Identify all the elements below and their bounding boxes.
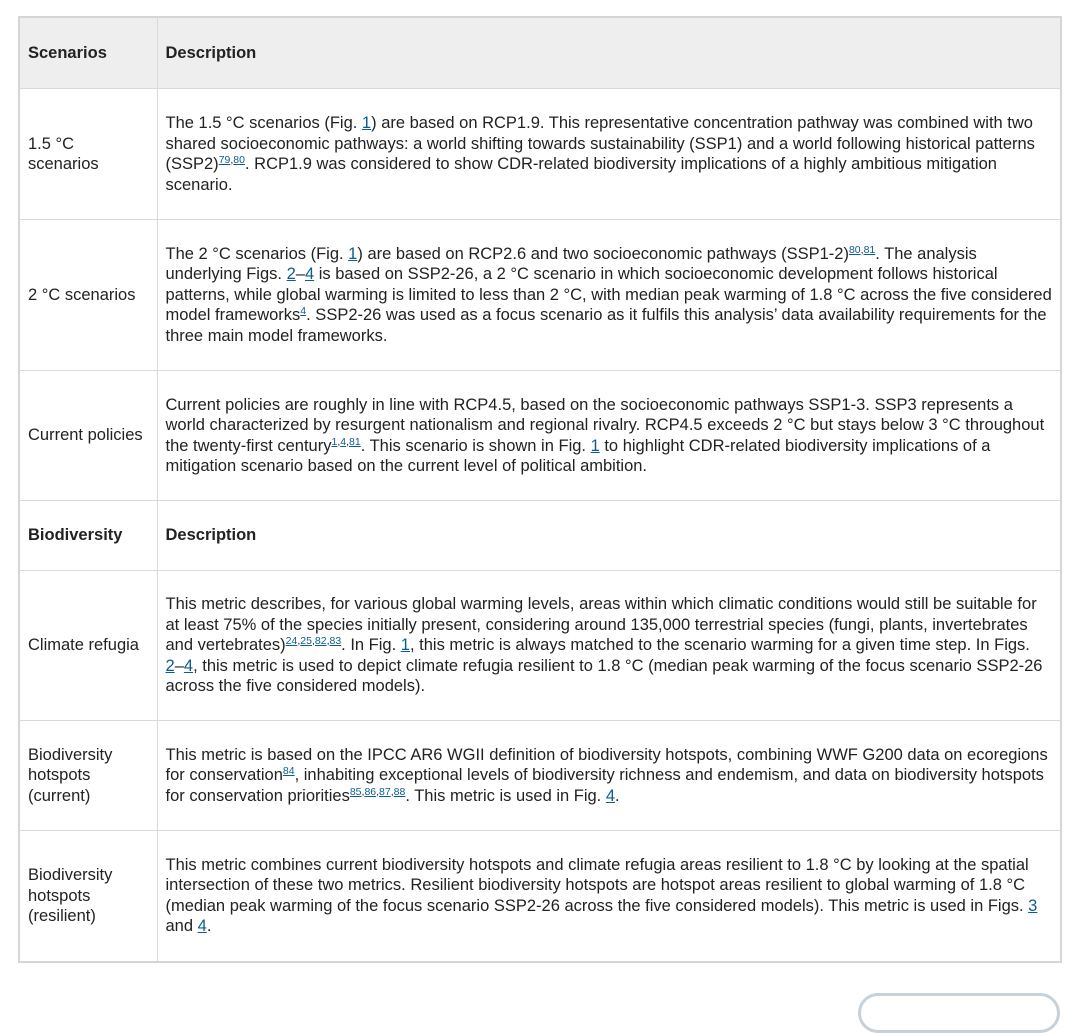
citation-separator: , bbox=[311, 635, 315, 648]
row-label: 1.5 °C scenarios bbox=[19, 89, 157, 220]
row-label: Biodiversity hotspots (resilient) bbox=[19, 831, 157, 962]
citation-link[interactable]: 85 bbox=[349, 785, 362, 798]
description-text: , this metric is always matched to the scenario warming for a given time step. In Figs. bbox=[409, 636, 1030, 655]
citation-separator: , bbox=[326, 635, 330, 648]
citation-separator: , bbox=[337, 435, 341, 448]
description-text: . RCP1.9 was considered to show CDR-related biodiversity implications of a highly ambitious mitigation scenario. bbox=[165, 155, 997, 194]
description-text: ) are based on RCP1.9. This representative concentration pathway was combined with two shared socioeconomic pathways: a world shifting towards sustainability (SSP1) and a world following historical patterns (SSP2) bbox=[165, 114, 1035, 173]
description-text: . This scenario is shown in Fig. bbox=[360, 436, 591, 455]
citation-separator: , bbox=[230, 154, 234, 166]
description-text: This metric describes, for various global warming levels, areas within which climatic conditions would still be suitable for at least 75% of the species initially present, considering around 135,000 terrestrial species (fungi, plants, invertebrates and vertebrates) bbox=[165, 595, 1037, 655]
description-text: This metric combines current biodiversity hotspots and climate refugia areas resilient to 1.8 °C by looking at the spatial intersection of these two metrics. Resilient biodiversity hotspots are hotspot areas resilient to global warming of 1.8 °C (median peak warming of the focus scenario SSP2-26 across the five considered models). This metric is used in Figs. bbox=[165, 855, 1029, 915]
citation-group bbox=[283, 765, 295, 777]
description-text: The 2 °C scenarios (Fig. bbox=[165, 244, 349, 263]
citation-link[interactable]: 88 bbox=[393, 785, 406, 798]
citation-separator: , bbox=[297, 635, 301, 648]
figure-link[interactable]: 4 bbox=[304, 265, 315, 284]
citation-group bbox=[350, 786, 406, 798]
figure-link[interactable]: 4 bbox=[183, 656, 194, 675]
citation-link[interactable]: 87 bbox=[379, 785, 391, 798]
row-label: Climate refugia bbox=[19, 571, 157, 721]
row-description bbox=[157, 89, 1061, 220]
citation-link[interactable]: 80 bbox=[848, 243, 861, 256]
citation-link[interactable]: 84 bbox=[282, 765, 295, 778]
citation-link[interactable]: 83 bbox=[329, 635, 342, 648]
citation-separator: , bbox=[390, 785, 394, 798]
citation-separator: , bbox=[860, 243, 864, 256]
description-text: to highlight CDR-related biodiversity implications of a mitigation scenario based on the current level of political ambition. bbox=[165, 436, 991, 475]
figure-link[interactable]: 1 bbox=[348, 244, 358, 263]
figure-link[interactable]: 1 bbox=[400, 636, 410, 655]
figure-link[interactable]: 3 bbox=[1028, 896, 1038, 915]
row-label: 2 °C scenarios bbox=[19, 220, 157, 371]
description-text: – bbox=[295, 265, 305, 284]
row-description bbox=[157, 371, 1061, 501]
citation-link[interactable]: 79 bbox=[218, 154, 231, 166]
row-label: Current policies bbox=[19, 371, 157, 501]
subheader-description: Description bbox=[157, 501, 1061, 571]
description-text: is based on SSP2-26, a 2 °C scenario in which socioeconomic development follows historical patterns, while global warming is limited to less than 2 °C, with median peak warming of 1.8 °C across the five considered model frameworks bbox=[165, 265, 1052, 325]
citation-link[interactable]: 81 bbox=[863, 243, 876, 256]
table-row bbox=[19, 831, 1061, 962]
figure-link[interactable]: 2 bbox=[286, 265, 296, 284]
citation-link[interactable]: 80 bbox=[233, 154, 245, 166]
citation-group bbox=[219, 154, 245, 166]
figure-link[interactable]: 4 bbox=[197, 917, 207, 936]
citation-separator: , bbox=[361, 785, 365, 798]
citation-link[interactable]: 86 bbox=[364, 785, 377, 798]
table-row bbox=[19, 220, 1061, 371]
table-header-row bbox=[19, 17, 1061, 89]
citation-link[interactable]: 82 bbox=[314, 635, 327, 648]
citation-link[interactable]: 25 bbox=[300, 635, 312, 648]
table-row bbox=[19, 371, 1061, 501]
description-text: ) are based on RCP2.6 and two socioeconomic pathways (SSP1-2) bbox=[357, 244, 849, 263]
description-text: , this metric is used to depict climate refugia resilient to 1.8 °C (median peak warming of the focus scenario SSP2-26 across the five considered models). bbox=[165, 656, 1043, 696]
table-row bbox=[19, 571, 1061, 721]
figure-link[interactable]: 1 bbox=[590, 436, 600, 455]
header-description: Description bbox=[157, 17, 1061, 89]
citation-group bbox=[286, 635, 342, 647]
description-text: – bbox=[174, 656, 184, 675]
table-row bbox=[19, 721, 1061, 831]
figure-link[interactable]: 1 bbox=[361, 114, 372, 132]
subheader-row bbox=[19, 501, 1061, 571]
description-text: and bbox=[165, 917, 198, 936]
description-text: . The analysis underlying Figs. bbox=[165, 244, 977, 284]
citation-separator: , bbox=[376, 785, 380, 798]
row-description bbox=[157, 721, 1061, 831]
subheader-biodiversity: Biodiversity bbox=[19, 501, 157, 571]
citation-link[interactable]: 24 bbox=[285, 635, 298, 648]
citation-group bbox=[331, 436, 360, 448]
citation-link[interactable]: 1 bbox=[331, 435, 338, 448]
row-description bbox=[157, 831, 1061, 962]
description-text: The 1.5 °C scenarios (Fig. bbox=[165, 114, 362, 132]
citation-link[interactable]: 4 bbox=[340, 435, 347, 448]
citation-group bbox=[849, 244, 875, 256]
row-label: Biodiversity hotspots (current) bbox=[19, 721, 157, 831]
definitions-table bbox=[18, 16, 1062, 963]
description-text: This metric is based on the IPCC AR6 WGII definition of biodiversity hotspots, combining WWF G200 data on ecoregions for conservation bbox=[165, 745, 1048, 785]
description-text: , inhabiting exceptional levels of biodiversity richness and endemism, and data on biodiversity hotspots for conservation priorities bbox=[165, 766, 1044, 805]
description-text: . bbox=[206, 917, 212, 936]
citation-link[interactable]: 4 bbox=[300, 305, 307, 318]
table-row bbox=[19, 89, 1061, 220]
figure-link[interactable]: 2 bbox=[165, 656, 175, 675]
description-text: . In Fig. bbox=[341, 636, 401, 655]
citation-separator: , bbox=[346, 435, 350, 448]
description-text: . bbox=[615, 786, 620, 805]
description-text: . SSP2-26 was used as a focus scenario as it fulfils this analysis’ data availability requirements for the three main model frameworks. bbox=[165, 306, 1047, 345]
row-description bbox=[157, 571, 1061, 721]
citation-link[interactable]: 81 bbox=[349, 435, 361, 448]
description-text: Current policies are roughly in line with RCP4.5, based on the socioeconomic pathways SSP1-3. SSP3 represents a world characterized by resurgent nationalism and regional rivalry. RCP4.5 exceeds 2 °C but stays below 3 °C throughout the twenty-first century bbox=[165, 395, 1045, 455]
header-scenarios: Scenarios bbox=[19, 17, 157, 89]
description-text: . This metric is used in Fig. bbox=[405, 786, 606, 805]
more-button[interactable] bbox=[858, 993, 1060, 1033]
row-description bbox=[157, 220, 1061, 371]
figure-link[interactable]: 4 bbox=[605, 786, 616, 805]
